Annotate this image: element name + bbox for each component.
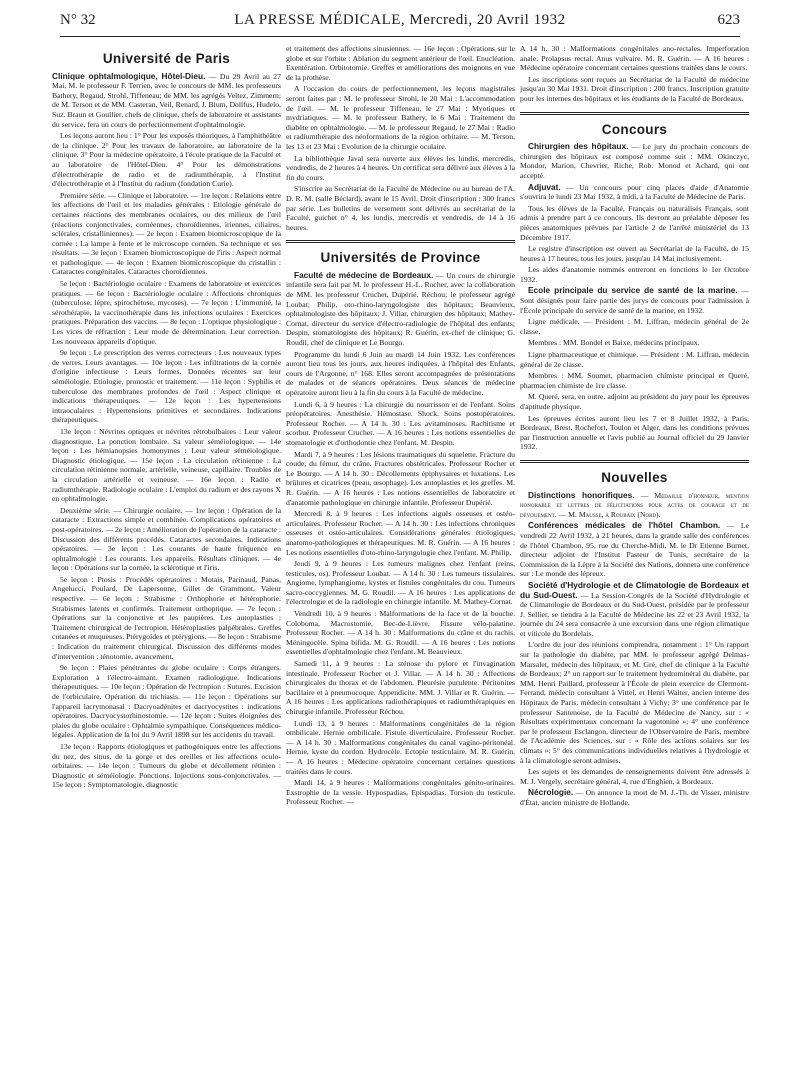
column-1 xyxy=(52,44,281,1074)
paragraph: Le registre d'inscription est ouvert au Secrétariat de la Faculté, de 15 heures à 17 heures, tous les jours, jusqu'au 14 Mai inclusivement. xyxy=(520,244,749,263)
paragraph: Vendredi 10, à 9 heures : Malformations de la face et de la bouche. Coloboma, Macrostomie, Bec-de-Lièvre, Fissure vélo-palatine. Professeur Rocher. — A 14 h. 30 : Malformations du crâne et du rachis. Méningocèle. Spina bifida. M. G. Roudil. — A 16 heures : Les notions essentielles d'ophtalmologie chez l'enfant. M. Beauvieux. xyxy=(286,609,515,657)
paragraph: La bibliothèque Javal sera ouverte aux élèves les lundis, mercredis, vendredis, de 2 heures à 4 heures. Un certificat sera délivré aux élèves à la fin du cours. xyxy=(286,153,515,182)
issue-number: N° 32 xyxy=(60,12,96,28)
paragraph-text: — Sont désignés pour faire partie des jurys de concours pour l'admission à l'École principale du service de santé de la marine, en 1932. xyxy=(520,286,749,315)
subsection-heading: Clinique ophtalmologique, Hôtel-Dieu. xyxy=(52,70,206,81)
subsection-heading: Adjuvat. xyxy=(528,181,561,192)
paragraph: Programme du lundi 6 Juin au mardi 14 Juin 1932. Les conférences auront lieu tous les jours, aux heures indiquées, à l'hôpital des Enfants, cours de l'Argonne, n° 168. Elles seront accompagnées de présentations de malades et de séances opératoires. Deux séances de médecine opératoire auront lieu à la fin du cours à la Faculté de médecine. xyxy=(286,349,515,397)
paragraph: Deuxième série. — Chirurgie oculaire. — 1re leçon : Opération de la cataracte : Extractions simple et combinée. Complications opératoires et post-opératoires. — 2e leçon : Amélioration de l'opération de la cataracte : Discussion des différents procédés. Cataractes secondaires. Indications opératoires. — 3e leçon : Les courants de haute fréquence en ophtalmologie : Les courants. Les appareils. Résultats cliniques. — 4e leçon : Opérations sur la cornée, la sclérotique et l'iris. xyxy=(52,505,281,573)
paragraph xyxy=(286,271,515,348)
column-2 xyxy=(286,44,515,1074)
paragraph: A 14 h. 30 : Malformations congénitales ano-rectales. Imperforation anale. Prolapsus rectal. Anus vulvaire. M. R. Guérin. — A 16 heures : Médecine opératoire concernant certaines questions traitées dans le cours. xyxy=(520,44,749,73)
paragraph-text: — Médaille d'honneur, mention honorable et lettres de félicitations pour actes de courage et de dévouement. — M. Mausse, à Roubaix (Nord). xyxy=(520,490,749,519)
paragraph: Lundi 13, à 9 heures : Malformations congénitales de la région ombilicale. Hernie ombilicale. Fistule diverticulaire. Professeur Rocher. — A 14 h. 30 : Malformations congénitales du canal vagino-péritonéal. Hernie, kyste du cordon. Hydrocèle. Ectopie testiculaire. M. R. Guérin. — A 16 heures : Médecine opératoire concernant certaines questions traitées dans le cours. xyxy=(286,718,515,776)
paragraph: Première série. — Clinique et laboratoire. — 1re leçon : Relations entre les affections de l'œil et les maladies générales : Etiologie générale de certaines réactions des membranes oculaires, ou des milieux de l'œil (réactions conjonctivales, cornéennes, choroïdiennes, iriennes, ciliaires, sclérales, cristalliniennes). — 2e leçon : Examen biomicroscopique de la cornée : La lampe à fente et le microscope cornéen. Sa technique et ses résultats. — 3e leçon : Examen biomicroscopique de l'iris : Aspect normal et pathologique. — 4e leçon : Examen biomicroscopique du cristallin : Cataractes congénitales. Cataractes choroïdiennes. xyxy=(52,190,281,277)
paragraph: Jeudi 9, à 9 heures : Les tumeurs malignes chez l'enfant (reins, testicules, os). Professeur Loubat. — A 14 h. 30 : Les tumeurs tissulaires. Angiome, lymphangiome, kystes et fistules congénitales du cou. Tumeurs sacro-coccygiennes. M. G. Roudil. — A 16 heures : Les applications de l'électrologie et de la radiologie en chirurgie infantile. M. Mathey-Cornat. xyxy=(286,559,515,607)
paragraph xyxy=(520,581,749,639)
paragraph: Ligne médicale. — Président : M. Liffran, médecin général de 2e classe. xyxy=(520,317,749,336)
paragraph xyxy=(520,491,749,520)
paragraph: et traitement des affections sinusiennes. — 16e leçon : Opérations sur le globe et sur l'orbite : Ablation du segment antérieur de l'œil. Enucléation. Exentération. Orbitotomie. Greffes et améliorations des moignons en vue de la prothèse. xyxy=(286,44,515,82)
subsection-heading: Conférences médicales de l'hôtel Chambon. xyxy=(528,520,721,531)
paragraph: Mardi 7, à 9 heures : Les lésions traumatiques du squelette. Fracture du coude, du fémur, du crâne. Fractures obstétricales. Professeur Rocher et Le Bourgo. — A 14 h. 30 : Décollements épiphysaires et luxations. Les brûlures et cicatrices (peau, œsophage). Les autoplasties et les greffes. M. R. Guérin. — A 16 heures : Les notions essentielles de laboratoire et d'anatomie pathologique en chirurgie infantile. Professeur Dupérié. xyxy=(286,449,515,507)
paragraph: Mercredi 8, à 9 heures : Les infections aiguës osseuses et ostéo-articulaires. Professeur Rocher. — A 14 h. 30 : Les infections chroniques osseuses et ostéo-articulaires. Considérations générales étiologiques, anatomo-pathologiques et thérapeutiques. M. R. Guérin. — A 16 heures : Les notions essentielles d'oto-rhino-laryngologie chez l'enfant. M. Philip. xyxy=(286,509,515,557)
paragraph: Les leçons auront lieu : 1° Pour les exposés théoriques, à l'amphithéâtre de la clinique. 2° Pour les travaux de laboratoire, au laboratoire de la clinique. 3° Pour la médecine opératoire, à l'école pratique de la Faculté et au laboratoire de l'Hôtel-Dieu. 4° Pour les démonstrations d'électrothérapie de radio et de radiumthérapie, à l'Institut d'électrothérapie et à l'Institut du radium (fondation Curie). xyxy=(52,131,281,189)
paragraph: 9e leçon : Plaies pénétrantes du globe oculaire : Corps étrangers. Exploration à l'électro-aimant. Examen radiologique. Indications thérapeutiques. — 10e leçon : Opération de l'ectropion : Sutures. Excision de l'orbiculaire. Opération du trichiasis. — 11e leçon : Opérations sur l'appareil lacrymonasal : Dacryoadénites et dacryocystites : indications opératoires. Dacryocystorhinostomie. — 12e leçon : Suites éloignées des plaies du globe oculaire : Ophtalmie sympathique. Conséquences médico-légales. Application de la loi du 9 Avril 1898 sur les accidents du travail. xyxy=(52,663,281,740)
paragraph: Ligne pharmaceutique et chimique. — Président : M. Liffran, médecin général de 2e classe. xyxy=(520,350,749,369)
journal-title: LA PRESSE MÉDICALE, Mercredi, 20 Avril 1932 xyxy=(234,12,566,28)
section-title-universite-paris: Université de Paris xyxy=(102,51,231,66)
page-header xyxy=(60,10,740,37)
paragraph-text: — Du 29 Avril au 27 Mai, M. le professeur F. Terrien, avec le concours de MM. les professeurs Bathery, Regaud, Strohl, Tiffeneau; de MM. les agrégés Veltez, Zimmern; de M. Terson et de MM. Casteran, Veil, Renard, J. Blum, Dollfus, Hudelo, Suz. Braun et Goullier, chefs de clinique, chefs de laboratoire et assistants du service, fera un cours de perfectionnement d'ophtalmologie. xyxy=(52,71,281,129)
paragraph: Mardi 14, à 9 heures : Malformations congénitales génito-urinaires. Exstrophie de la vessie. Hypospadias, Epispadias. Torsion du testicule. Professeur Rocher. — xyxy=(286,778,515,807)
section-title-universites-province: Universités de Province xyxy=(320,250,481,266)
paragraph: 5e leçon : Ptosis : Procédés opératoires : Motais, Parinaud, Panas, Angelucci, Poulard, De Lapersonne, Gillet de Grammont, Valeur respective. — 6e leçon : Strabisme : Orthophorie et hétérophorie. Strabismes latents et confirmés. Traitement orthoptique. — 7e leçon : Opérations sur la conjonctive et les paupières. Les autoplasties : Traitement chirurgical de l'ectropion. Hétéroplasties palpébrales. Greffes cutanées et muqueuses. Ptérygoïdes et ptérygions. — 8e leçon : Strabisme : Indication du traitement chirurgical. Discussion des différents modes d'intervention : ténotomie, avancement. xyxy=(52,574,281,661)
paragraph: 13e leçon : Rapports étiologiques et pathogéniques entre les affections du nez, des sinus, de la gorge et des oreilles et les affections oculo-orbitaires. — 14e leçon : Tumeurs du globe et décollement rétinien : Diagnostic et séméiologie. Ponctions. Injections sous-conjonctivales. — 15e leçon : Symptomatologie, diagnostic xyxy=(52,741,281,790)
paragraph: 9e leçon : Le prescription des verres correcteurs : Les nouveaux types de verres. Leurs avantages. — 10e leçon : Les infiltrations de la cornée d'origine infectieuse : Leurs formes. Données récentes sur leur séméiologie. Etiologie, pronostic et traitement. — 11e leçon : Syphilis et tuberculose des membranes profondes de l'œil : Aspect clinique et indications thérapeutiques. — 12e leçon : Les hypertensions intraoculaires : Hypertensions primitives et secondaires. Indications thérapeutiques. xyxy=(52,348,281,425)
section-title-concours: Concours xyxy=(601,121,668,137)
paragraph-text: — Le jury du prochain concours de chirurgien des hôpitaux est composé comme suit : MM. Okinczyc, Mondor, Marion, Chevrier, Riche, Rob. Monod et Achard, qui ont accepté. xyxy=(520,142,749,180)
paragraph xyxy=(52,72,281,130)
paragraph-text: — La Session-Congrès de la Société d'Hydrologie et de Climatologie de Bordeaux et du Sud-Ouest, présidée par le professeur J. Sellier, se tiendra à la Faculté de Médecine les 22 et 23 Avril 1932, la journée du 24 sera consacrée à une excursion dans une région climatique et viticole du Bordelais. xyxy=(520,590,749,638)
paragraph: Les aides d'anatomie nommés entreront en fonctions le 1er Octobre 1932. xyxy=(520,265,749,284)
paragraph xyxy=(520,183,749,202)
paragraph: L'ordre du jour des réunions comprendra, notamment : 1° Un rapport sur la pathologie du diabète, par MM. le professeur agrégé Delmas-Marsalet, médecin des hôpitaux, et M. Gré, chef de clinique à la Faculté de Bordeaux; 2° un rapport sur le traitement hydrominéral du diabète, par MM. Henri Paillard, professeur à l'École de plein exercice de Clermont-Ferrand, médecin consultant à Vittel, et Henri Walter, ancien interne des Hôpitaux de Paris, médecin consultant à Vichy; 3° une conférence par le professeur Santenoise, de la Faculté de Médecine de Nancy, sur : « Résultats expérimentaux concernant la vagotonine »; 4° une conférence par le professeur Esclangon, directeur de l'Observatoire de Paris, membre de l'Académie des Sciences, sur : « Rôle des actions solaires sur les climats »; 5° des communications individuelles relatives à l'hydrologie et à la climatologie seront admises. xyxy=(520,640,749,765)
subsection-heading: Ecole principale du service de santé de la marine. xyxy=(528,285,738,296)
paragraph: A l'occasion du cours de perfectionnement, les leçons magistrales seront faites par : M. le professeur Strohl, le 20 Mai : L'accommodation de l'œil. — M. le professeur Tiffeneau, le 27 Mai : Myotiques et mydriatiques. — M. le professeur Bathery, le 6 Mai : Traitement du diabète en ophtalmologie. — M. le professeur Regaud, le 27 Mai : Radio et radiumthérapie des néoformations de la région orbitaire. — M. Terson, les 13 et 23 Mai : Evolution de la chirurgie oculaire. xyxy=(286,84,515,151)
paragraph-text: — Un concours pour cinq places d'aide d'Anatomie s'ouvrira le lundi 23 Mai 1932, à midi, à la Faculté de Médecine de Paris. xyxy=(520,182,749,202)
paragraph: Samedi 11, à 9 heures : La sténose du pylore et l'invagination intestinale. Professeur Rocher et J. Villar. — A 14 h. 30 : Affections chirurgicales du thorax et de l'abdomen. Pleurésie purulente. Péritonites bacillaire et à pneumocoque. Appendicite. MM. J. Villar et R. Guérin. — A 16 heures : Les applications radiothérapiques et radiumthérapiques en chirurgie infantile. Professeur Réchou. xyxy=(286,659,515,716)
section-divider xyxy=(520,112,749,115)
subsection-heading: Chirurgien des hôpitaux. xyxy=(528,141,629,152)
subsection-heading: Faculté de médecine de Bordeaux. xyxy=(294,269,434,280)
column-3 xyxy=(520,44,749,1074)
paragraph: 13e leçon : Névrites optiques et névrites rétrobulbaires : Leur valeur diagnostique. La ponction lombaire. Sa valeur séméiologique. — 14e leçon : Les hémianopsies homonymes : Leur valeur séméiologique. Diagnostic étiologique. — 15e leçon : La circulation rétinienne : La circulation rétinienne normale, artérielle, veineuse, capillaire. Troubles de la circulation artérielle et veineuse. — 16e leçon : Radio et radiumthérapie. Radiologie oculaire : L'emploi du radium et des rayons X en ophtalmologie. xyxy=(52,426,281,504)
paragraph xyxy=(520,788,749,807)
paragraph-text: — On annonce la mort de M. J.-Th. de Visser, ministre d'État, ancien ministre de Hollande. xyxy=(520,788,749,807)
paragraph: Membres : MM. Soumet, pharmacien chimiste principal et Queré, pharmacien chimiste de 1re classe. xyxy=(520,371,749,390)
paragraph: Les inscriptions sont reçues au Secrétariat de la Faculté de médecine jusqu'au 30 Mai 1931. Droit d'inscription : 200 francs. Inscription gratuite pour les internes des hôpitaux et les étudiants de la Faculté de Bordeaux. xyxy=(520,74,749,103)
paragraph xyxy=(520,142,749,180)
paragraph-text: — Le vendredi 22 Avril 1932, à 21 heures, dans la grande salle des conférences de l'hôtel Chambon, 95, rue du Cherche-Midi, M. le Dr Etienne Burnet, directeur adjoint de l'Institut Pasteur de Tunis, secrétaire de la Commission de la Lèpre à la Société des Nations, donnera une conférence sur : Le monde des lépreux. xyxy=(520,521,749,579)
paragraph xyxy=(520,286,749,315)
paragraph: Membres : MM. Bondel et Baixe, médecins principaux. xyxy=(528,338,700,348)
paragraph: Les sujets et les demandes de renseignements doivent être adressés à M. J. Vergely, secrétaire général, 4, rue d'Enghien, à Bordeaux. xyxy=(520,767,749,786)
subsection-heading: Société d'Hydrologie et de Climatologie de Bordeaux et du Sud-Ouest. xyxy=(520,579,749,600)
section-divider xyxy=(520,460,749,463)
paragraph: 5e leçon : Bactériologie oculaire : Examens de laboratoire et exercices pratiques. — 6e leçon : Bactériologie oculaire : Affections chroniques (tuberculose, lèpre, spirochétose, mycoses). — 7e leçon : L'immunité, la sérothérapie, la vaccinothérapie dans les infections oculaires : Exercices pratiques. Préparation des vaccins. — 8e leçon : L'optique physiologique : Les vices de réfraction : Leur mode de détermination. Leur correction. Les nouveaux appareils d'optique. xyxy=(52,279,281,346)
paragraph: Les épreuves écrites auront lieu les 7 et 8 Juillet 1932, à Paris, Bordeaux, Brest, Rochefort, Toulon et Alger, dans les conditions prévues par l'instruction annuelle et l'avis publié au Journal officiel du 29 Janvier 1932. xyxy=(520,413,749,452)
paragraph: Lundi 6, à 9 heures : La chirurgie du nourrisson et de l'enfant. Soins préopératoires. Anesthésie. Hémostase. Shock. Soins postopératoires. Professeur Rocher. — A 14 h. 30 : Les avitaminoses. Rachitisme et scorbut. Professeur Cruchet. — A 16 heures : Les notions essentielles de stomatologie et d'orthodontie chez l'enfant. M. Despin. xyxy=(286,399,515,447)
paragraph xyxy=(520,521,749,579)
paragraph-text: — Un cours de chirurgie infantile sera fait par M. le professeur H.-L. Rocher, avec la collaboration de MM. les professeur Cruchet, Dupérié, Réchou; le professeur agrégé Loubat; Philip, oto-rhino-laryngologiste des hôpitaux; Beauvieux, ophtalmologiste des hôpitaux; J. Villar, chirurgien des hôpitaux; Mathey-Cornat, directeur du service d'électro-radiologie de l'hôpital des enfants; Despin, stomatologiste des hôpitaux; R. Guérin, ex-chef de clinique; G. Roudil, chef de clinique et Le Bourgo. xyxy=(286,270,515,348)
page-number: 623 xyxy=(717,12,740,28)
paragraph: Tous les élèves de la Faculté, Français ou naturalisés Français, sont admis à prendre part à ce concours. Ils devront au préalable déposer les pièces anatomiques prévues par l'article 2 de l'arrêté ministériel du 13 Décembre 1917. xyxy=(520,203,749,242)
section-title-nouvelles: Nouvelles xyxy=(601,469,668,485)
subsection-heading: Nécrologie. xyxy=(528,787,574,798)
paragraph: S'inscrire au Secrétariat de la Faculté de Médecine ou au bureau de l'A. D. R. M. (salle Béclard), avant le 15 Avril. Droit d'inscription : 300 francs par série. Les bulletins de versement sont délivrés au secrétariat de la Faculté, guichet n° 4, les lundis, mercredis et vendredis, de 14 à 16 heures. xyxy=(286,184,515,232)
section-divider xyxy=(286,240,515,243)
paragraph: M. Queré, sera, en outre, adjoint au président du jury pour les épreuves d'aptitude physique. xyxy=(520,392,749,411)
subsection-heading: Distinctions honorifiques. xyxy=(528,489,635,500)
